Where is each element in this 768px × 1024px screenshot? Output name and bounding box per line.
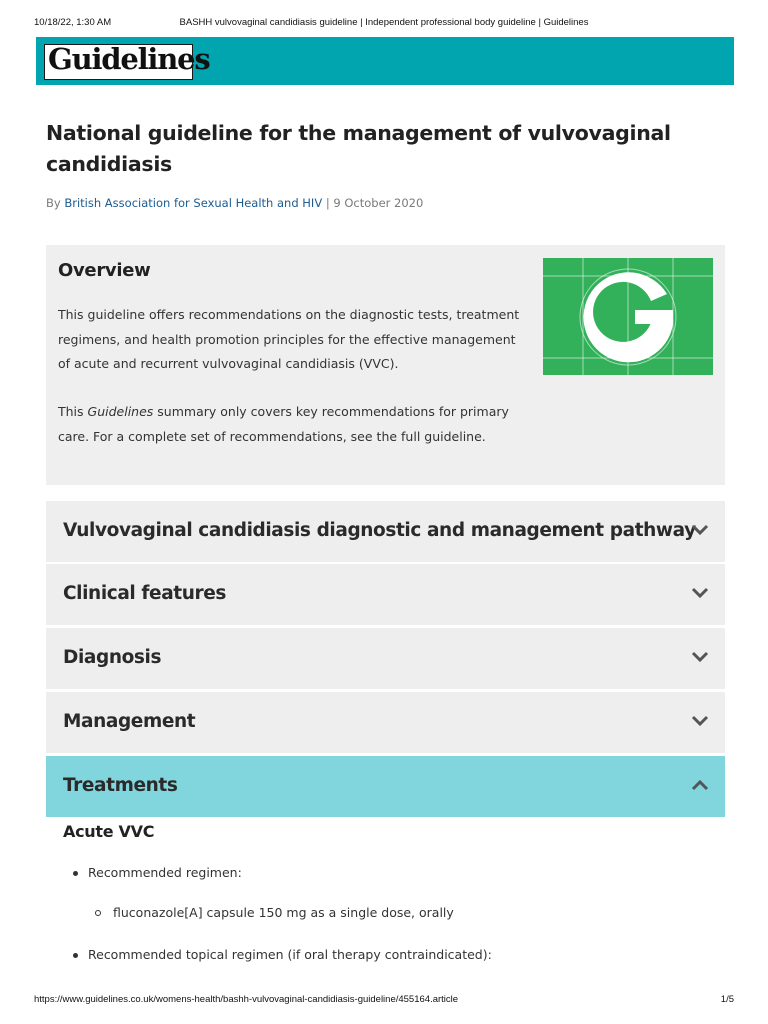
- chevron-down-icon: [691, 524, 709, 536]
- print-datetime: 10/18/22, 1:30 AM: [34, 17, 112, 28]
- byline-prefix: By: [46, 196, 61, 210]
- overview-heading: Overview: [58, 260, 151, 281]
- guidelines-g-logo-icon: [543, 258, 713, 375]
- print-page-title: BASHH vulvovaginal candidiasis guideline | Independent professional body guideline | Guidelines: [179, 17, 589, 28]
- accordion-pathway[interactable]: [46, 501, 725, 563]
- chevron-up-icon: [691, 779, 709, 791]
- list-item: Recommended regimen:: [88, 865, 242, 880]
- print-page-number: 1/5: [720, 994, 734, 1005]
- accordion-label: Management: [63, 711, 196, 732]
- byline-separator: |: [325, 196, 330, 210]
- overview-paragraph-2-start: This: [58, 404, 84, 419]
- author-link[interactable]: British Association for Sexual Health and HIV: [64, 196, 323, 210]
- print-url: https://www.guidelines.co.uk/womens-health/bashh-vulvovaginal-candidiasis-guideline/455164.article: [34, 994, 459, 1005]
- byline: [46, 196, 423, 210]
- accordion-label: Vulvovaginal candidiasis diagnostic and management pathway: [63, 520, 696, 541]
- list-item: fluconazole[A] capsule 150 mg as a single dose, orally: [113, 905, 454, 920]
- accordion-clinical-features[interactable]: [46, 564, 725, 626]
- print-footer: [34, 994, 734, 1008]
- overview-guidelines-em: Guidelines: [87, 404, 154, 419]
- site-header: [36, 37, 734, 85]
- treatments-subheading: Acute VVC: [63, 822, 155, 841]
- accordion-diagnosis[interactable]: [46, 628, 725, 690]
- chevron-down-icon: [691, 587, 709, 599]
- accordion-management[interactable]: [46, 692, 725, 754]
- accordion-label: Diagnosis: [63, 647, 162, 668]
- bullet-icon: [73, 871, 78, 876]
- print-header: [34, 17, 734, 31]
- page-title: National guideline for the management of vulvovaginal candidiasis: [46, 121, 671, 176]
- accordion-label: Treatments: [63, 775, 178, 796]
- accordion-treatments[interactable]: [46, 756, 725, 818]
- bullet-icon: [73, 953, 78, 958]
- sub-bullet-icon: [95, 910, 101, 916]
- chevron-down-icon: [691, 651, 709, 663]
- overview-paragraph-1: This guideline offers recommendations on the diagnostic tests, treatment regimens, and health promotion principles for the effective management of acute and recurrent vulvovaginal candidiasis (VVC).: [58, 307, 520, 371]
- overview-paragraph-2-end: summary only covers key recommendations for primary care. For a complete set of recommendations, see the full guideline.: [58, 404, 509, 444]
- accordion-label: Clinical features: [63, 583, 226, 604]
- overview-panel: [46, 245, 725, 485]
- list-item: Recommended topical regimen (if oral therapy contraindicated):: [88, 947, 492, 962]
- overview-paragraph-2: [58, 400, 528, 449]
- chevron-down-icon: [691, 715, 709, 727]
- publish-date: 9 October 2020: [333, 196, 424, 210]
- site-logo-text: Guidelines: [48, 42, 210, 76]
- site-logo[interactable]: [44, 42, 210, 80]
